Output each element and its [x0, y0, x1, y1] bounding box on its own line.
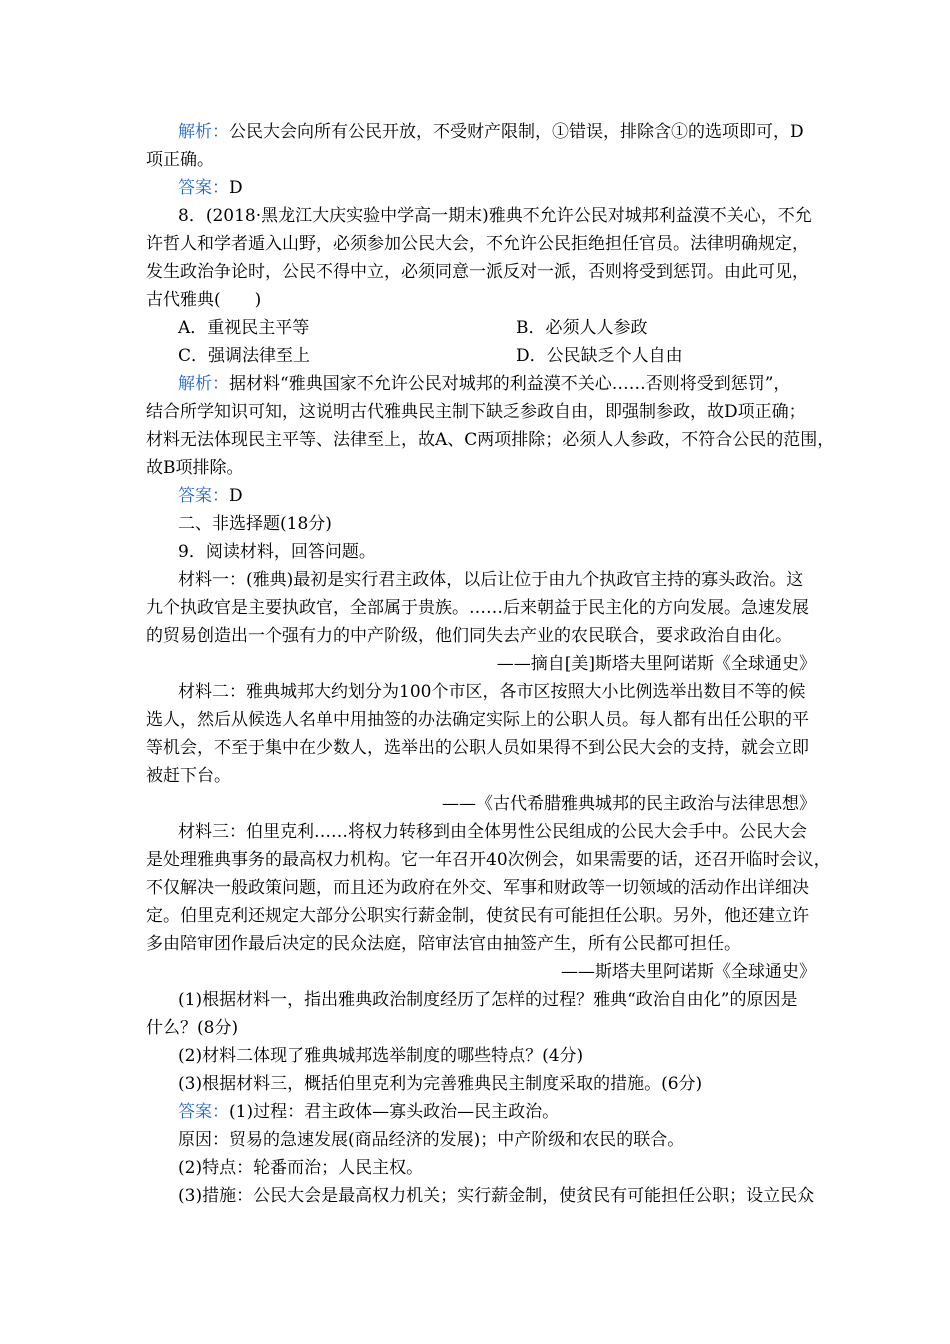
- material-2-line-1: 材料二：雅典城邦大约划分为100个市区，各市区按照大小比例选举出数目不等的候: [178, 682, 806, 702]
- subquestion-1-line-2: 什么？(8分): [146, 1018, 239, 1038]
- q8-option-b: B．必须人人参政: [516, 318, 648, 338]
- subquestion-1-line-1: (1)根据材料一，指出雅典政治制度经历了怎样的过程？雅典“政治自由化”的原因是: [178, 990, 798, 1010]
- q8-option-c: C．强调法律至上: [178, 346, 311, 366]
- q8-stem-line-1: 8．(2018·黑龙江大庆实验中学高一期末)雅典不允许公民对城邦利益漠不关心，不允: [178, 206, 812, 226]
- material-3-source: ——斯塔夫里阿诺斯《全球通史》: [561, 962, 816, 982]
- answer-value: D: [229, 486, 243, 506]
- q8-stem-line-3: 发生政治争论时，公民不得中立，必须同意一派反对一派，否则将受到惩罚。由此可见，: [146, 262, 809, 282]
- q7-answer: [178, 177, 243, 199]
- q8-answer: [178, 485, 243, 507]
- answer-label: 答案：: [178, 486, 229, 506]
- q8-option-a: A．重视民主平等: [178, 318, 310, 338]
- material-3-line-1: 材料三：伯里克利……将权力转移到由全体男性公民组成的公民大会手中。公民大会: [178, 822, 807, 842]
- q8-analysis-line-1: [178, 373, 790, 395]
- answer-label: 答案：: [178, 1102, 229, 1122]
- material-3-line-3: 不仅解决一般政策问题，而且还为政府在外交、军事和财政等一切领域的活动作出详细决: [146, 878, 809, 898]
- q7-analysis-line-2: 项正确。: [146, 150, 214, 170]
- material-2-line-3: 等机会，不至于集中在少数人，选举出的公职人员如果得不到公民大会的支持，就会立即: [146, 738, 809, 758]
- answer-text: (1)过程：君主政体—寡头政治—民主政治。: [229, 1102, 560, 1122]
- material-1-line-1: 材料一：(雅典)最初是实行君主政体，以后让位于由九个执政官主持的寡头政治。这: [178, 570, 804, 590]
- q8-option-d: D．公民缺乏个人自由: [516, 346, 683, 366]
- q9-stem: 9．阅读材料，回答问题。: [178, 542, 376, 562]
- q8-stem-line-4: 古代雅典( ): [146, 290, 262, 310]
- q8-analysis-line-3: 材料无法体现民主平等、法律至上，故A、C两项排除；必须人人参政，不符合公民的范围，: [146, 430, 835, 450]
- q8-analysis-line-2: 结合所学知识可知，这说明古代雅典民主制下缺乏参政自由，即强制参政，故D项正确；: [146, 402, 806, 422]
- q9-answer-2: (2)特点：轮番而治；人民主权。: [178, 1158, 424, 1178]
- q9-answer-1: [178, 1101, 559, 1123]
- section-heading: 二、非选择题(18分): [178, 514, 332, 534]
- answer-value: D: [229, 178, 243, 198]
- q8-analysis-line-4: 故B项排除。: [146, 458, 244, 478]
- material-2-line-2: 选人，然后从候选人名单中用抽签的办法确定实际上的公职人员。每人都有出任公职的平: [146, 710, 809, 730]
- analysis-label: 解析：: [178, 122, 229, 142]
- q8-stem-line-2: 许哲人和学者遁入山野，必须参加公民大会，不允许公民拒绝担任官员。法律明确规定，: [146, 234, 809, 254]
- q7-analysis-line: [178, 121, 804, 143]
- answer-label: 答案：: [178, 178, 229, 198]
- material-1-line-3: 的贸易创造出一个强有力的中产阶级，他们同失去产业的农民联合，要求政治自由化。: [146, 626, 792, 646]
- material-3-line-2: 是处理雅典事务的最高权力机构。它一年召开40次例会，如果需要的话，还召开临时会议，: [146, 850, 831, 870]
- subquestion-3: (3)根据材料三，概括伯里克利为完善雅典民主制度采取的措施。(6分): [178, 1074, 703, 1094]
- material-2-line-4: 被赶下台。: [146, 766, 231, 786]
- material-3-line-4: 定。伯里克利还规定大部分公职实行薪金制，使贫民有可能担任公职。另外，他还建立许: [146, 906, 809, 926]
- subquestion-2: (2)材料二体现了雅典城邦选举制度的哪些特点？(4分): [178, 1046, 584, 1066]
- analysis-text: 公民大会向所有公民开放，不受财产限制，①错误，排除含①的选项即可，D: [229, 122, 804, 142]
- material-1-line-2: 九个执政官是主要执政官，全部属于贵族。……后来朝益于民主化的方向发展。急速发展: [146, 598, 809, 618]
- analysis-label: 解析：: [178, 374, 229, 394]
- material-2-source: ——《古代希腊雅典城邦的民主政治与法律思想》: [442, 794, 816, 814]
- analysis-text: 据材料“雅典国家不允许公民对城邦的利益漠不关心……否则将受到惩罚”，: [229, 374, 791, 394]
- material-3-line-5: 多由陪审团作最后决定的民众法庭，陪审法官由抽签产生，所有公民都可担任。: [146, 934, 741, 954]
- q9-answer-3: (3)措施：公民大会是最高权力机关；实行薪金制，使贫民有可能担任公职；设立民众: [178, 1186, 815, 1206]
- material-1-source: ——摘自[美]斯塔夫里阿诺斯《全球通史》: [496, 654, 816, 674]
- q9-answer-1-reason: 原因：贸易的急速发展(商品经济的发展)；中产阶级和农民的联合。: [178, 1130, 685, 1150]
